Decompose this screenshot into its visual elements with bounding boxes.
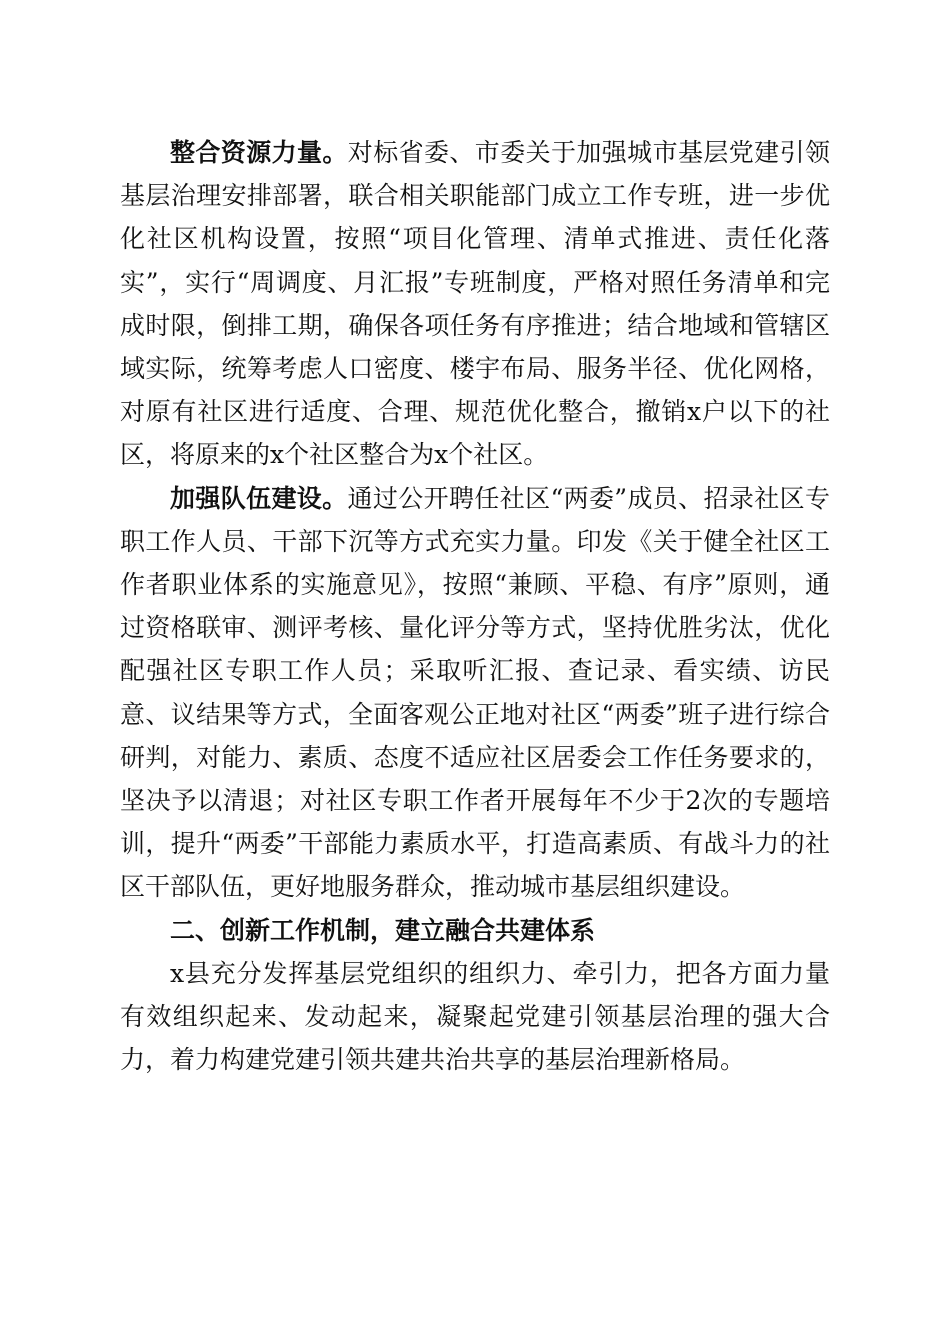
paragraph-team-building <box>120 477 830 909</box>
section-heading: 二、创新工作机制，建立融合共建体系 <box>170 915 596 945</box>
paragraph-lead-title: 整合资源力量。 <box>170 138 348 167</box>
paragraph-closing: x县充分发挥基层党组织的组织力、牵引力，把各方面力量有效组织起来、发动起来，凝聚起党建引领基层治理的强大合力，着力构建党建引领共建共治共享的基层治理新格局。 <box>120 958 830 1075</box>
document-body <box>120 131 830 1081</box>
paragraph-body-text: 通过公开聘任社区“两委”成员、招录社区专职工作人员、干部下沉等方式充实力量。印发《关于健全社区工作者职业体系的实施意见》，按照“兼顾、平稳、有序”原则，通过资格联审、测评考核、量化评分等方式，坚持优胜劣汰，优化配强社区专职工作人员；采取听汇报、查记录、看实绩、访民意、议结果等方式，全面客观公正地对社区“两委”班子进行综合研判，对能力、素质、态度不适应社区居委会工作任务要求的，坚决予以清退；对社区专职工作者开展每年不少于2次的专题培训，提升“两委”干部能力素质水平，打造高素质、有战斗力的社区干部队伍，更好地服务群众，推动城市基层组织建设。 <box>120 483 830 902</box>
paragraph-body-text: 对标省委、市委关于加强城市基层党建引领基层治理安排部署，联合相关职能部门成立工作专班，进一步优化社区机构设置，按照“项目化管理、清单式推进、责任化落实”，实行“周调度、月汇报”专班制度，严格对照任务清单和完成时限，倒排工期，确保各项任务有序推进；结合地域和管辖区域实际，统筹考虑人口密度、楼宇布局、服务半径、优化网格，对原有社区进行适度、合理、规范优化整合，撤销x户以下的社区，将原来的x个社区整合为x个社区。 <box>120 138 830 470</box>
paragraph-resource-integration <box>120 131 830 477</box>
paragraph-lead-title: 加强队伍建设。 <box>170 483 348 513</box>
